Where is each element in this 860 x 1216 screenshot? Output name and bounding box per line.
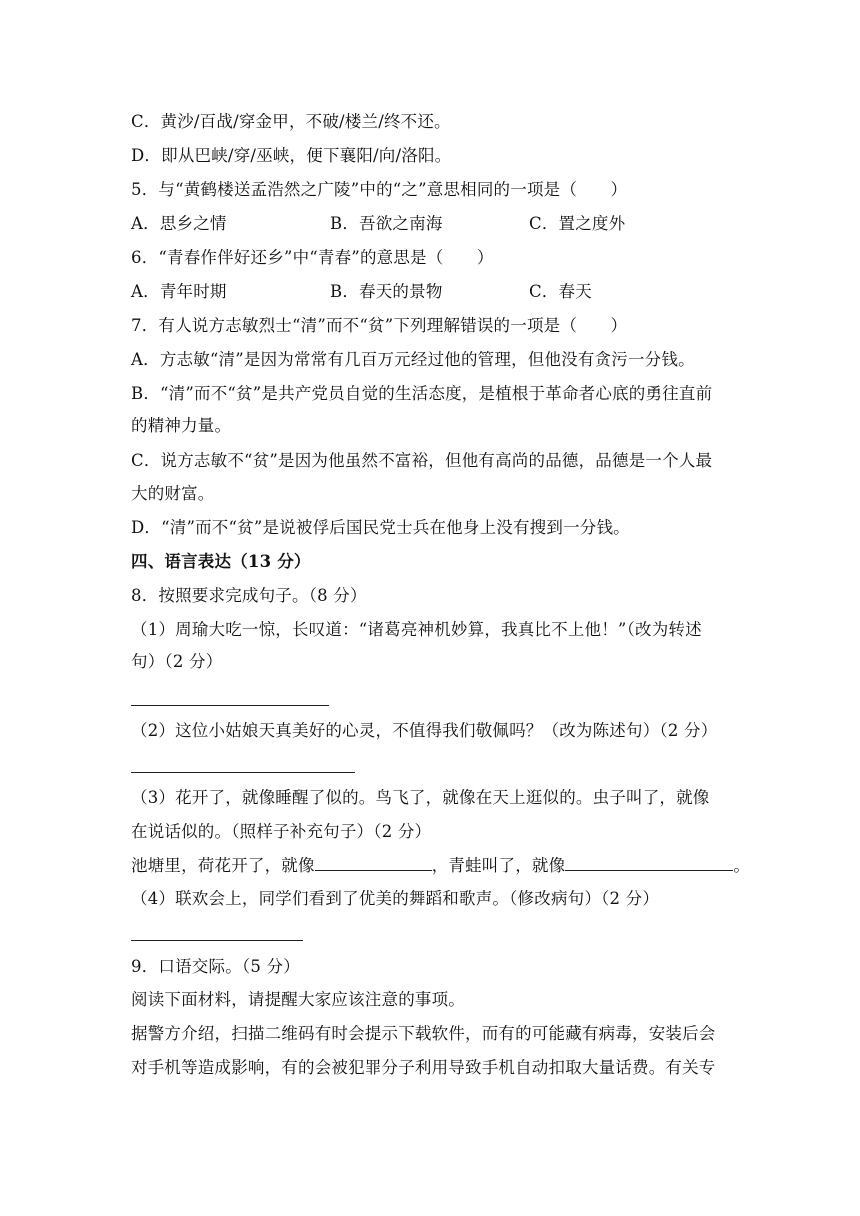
option-c-line: C．黄沙/百战/穿金甲，不破/楼兰/终不还。 [131,112,451,131]
q6-option-b: B．春天的景物 [330,282,443,301]
q5-option-c: C．置之度外 [529,214,626,233]
q6-option-c: C．春天 [529,282,592,301]
q8-part3-line1: （3）花开了，就像睡醒了似的。鸟飞了，就像在天上逛似的。虫子叫了，就像 [131,788,710,807]
question-6-options [131,280,731,304]
q7-option-b-line2: 的精神力量。 [131,416,232,435]
question-5: 5．与“黄鹤楼送孟浩然之广陵”中的“之”意思相同的一项是（ ） [131,180,628,199]
question-6: 6．“青春作伴好还乡”中“青春”的意思是（ ） [131,248,494,267]
q8-part1-answer-line [131,705,329,706]
q8-part3-fill-text-2: ，青蛙叫了，就像 [431,856,566,875]
q8-part3-blank-1[interactable] [315,854,432,871]
question-8: 8．按照要求完成句子。（8 分） [131,586,367,605]
q7-option-d: D．“清”而不“贫”是说被俘后国民党士兵在他身上没有搜到一分钱。 [131,518,630,537]
q8-part3-blank-2[interactable] [565,854,733,871]
q8-part3-fill-text-3: 。 [733,856,751,875]
q8-part1-line2: 句）（2 分） [131,652,223,671]
q8-part2-answer-line [131,772,355,773]
question-7: 7．有人说方志敏烈士“清”而不“贫”下列理解错误的一项是（ ） [131,316,628,335]
question-5-options [131,212,731,236]
q5-option-a: A．思乡之情 [131,214,227,233]
q8-part4: （4）联欢会上，同学们看到了优美的舞蹈和歌声。（修改病句）（2 分） [131,889,660,908]
q7-option-c-line2: 大的财富。 [131,484,215,503]
q8-part3-fill-line [131,854,751,878]
q5-option-b: B．吾欲之南海 [330,214,443,233]
option-d-line: D．即从巴峡/穿/巫峡，便下襄阳/向/洛阳。 [131,146,452,165]
q9-material-line2: 对手机等造成影响，有的会被犯罪分子利用导致手机自动扣取大量话费。有关专 [131,1058,716,1077]
q8-part4-answer-line [131,940,303,941]
q7-option-b-line1: B．“清”而不“贫”是共产党员自觉的生活态度，是植根于革命者心底的勇往直前 [131,384,713,403]
question-9: 9．口语交际。（5 分） [131,957,300,976]
q7-option-a: A．方志敏“清”是因为常常有几百万元经过他的管理，但他没有贪污一分钱。 [131,350,695,369]
q8-part2: （2）这位小姑娘天真美好的心灵，不值得我们敬佩吗？（改为陈述句）（2 分） [131,721,718,740]
q8-part1-line1: （1）周瑜大吃一惊，长叹道：“诸葛亮神机妙算，我真比不上他！”（改为转述 [131,620,702,639]
q9-material-line1: 据警方介绍，扫描二维码有时会提示下载软件，而有的可能藏有病毒，安装后会 [131,1024,716,1043]
q6-option-a: A．青年时期 [131,282,227,301]
q8-part3-fill-text-1: 池塘里，荷花开了，就像 [131,856,315,875]
q8-part3-line2: 在说话似的。（照样子补充句子）（2 分） [131,822,432,841]
q7-option-c-line1: C．说方志敏不“贫”是因为他虽然不富裕，但他有高尚的品德，品德是一个人最 [131,451,713,470]
q9-instruction: 阅读下面材料，请提醒大家应该注意的事项。 [131,990,465,1009]
section-4-heading: 四、语言表达（13 分） [131,552,311,571]
